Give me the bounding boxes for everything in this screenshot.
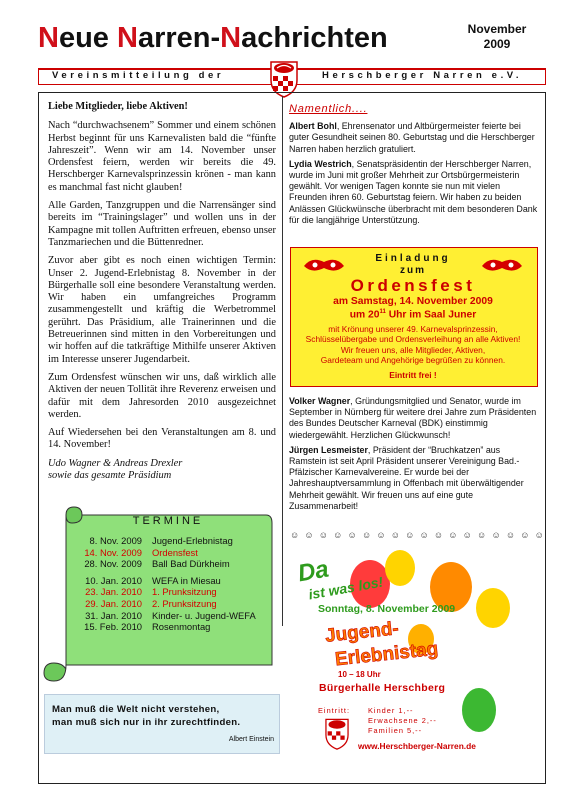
poster-time: 10 – 18 Uhr: [338, 670, 381, 679]
letter-paragraph: Nach “durchwachsenem” Sommer und einem schönen Herbst beginnt für uns Karnevalisten bald die “fünfte Jahreszeit”. Wenn wir am 14. November unser Ordensfest feiern, werden wir bereits die 49. Herschberger Karnevalsprinzessin krönen - man kann es manchmal fast nicht glauben!: [48, 120, 276, 193]
person-name: Jürgen Lesmeister: [289, 444, 368, 455]
termin-row: [78, 558, 258, 570]
club-crest-icon: [323, 716, 351, 750]
invitation-zum: zum: [400, 265, 426, 276]
person-name: Albert Bohl: [289, 121, 337, 132]
website-link[interactable]: www.Herschberger-Narren.de: [358, 741, 476, 751]
title-initial: N: [220, 22, 242, 54]
title-text: achrichten: [241, 22, 388, 54]
termin-event: Kinder- u. Jugend-WEFA: [152, 609, 256, 621]
balloon-icon: [476, 588, 510, 628]
poster-date: Sonntag, 8. November 2009: [318, 603, 456, 615]
termin-date: 10. Jan. 2010: [85, 574, 142, 586]
news-item: Lydia Westrich, Senatspräsidentin der Herschberger Narren, wurde im Juni mit großer Mehrheit zur Ortsbürgermeisterin gewählt. Vor wenigen Tagen konnte sie nun mit vielen Freunden ihren 60. Geburtstag feiern. Wir haben zu beiden Anlässen Glückwünsche überbracht mit dem besonderen Dank für die langjährige Unterstützung.: [289, 158, 538, 225]
balloon-icon: [385, 550, 415, 586]
signature: Udo Wagner & Andreas Drexler: [48, 457, 183, 469]
poster-da: Da: [295, 555, 331, 588]
band-right-text: Herschberger Narren e.V.: [322, 70, 523, 81]
termin-row: [78, 610, 258, 622]
termin-event: Ball Bad Dürkheim: [152, 558, 230, 570]
poster-price: Kinder 1,--: [368, 706, 414, 715]
termin-date: 15. Feb. 2010: [84, 621, 142, 633]
invitation-event: Ordensfest: [350, 276, 476, 295]
title-text: arren-: [137, 22, 221, 54]
termin-date: 29. Jan. 2010: [85, 597, 142, 609]
letter-paragraph: Zuvor aber gibt es noch einen wichtigen Termin: Unser 2. Jugend-Erlebnistag 8. November in der Bürgerhalle soll eine besondere Veranstaltung werden. Wir haben ein umfangreiches Programm zusammengestellt und kräftig die Werbetrommel gerührt. Das Präsidium, alle Trainerinnen und die Betreuerinnen sind mitten in den Vorbereitungen und wir hoffen auf die tatkräftige Mithilfe unserer Aktiven im Interesse unserer Jugendarbeit.: [48, 255, 276, 365]
news-item: Albert Bohl, Ehrensenator und Altbürgermeister feierte bei guter Gesundheit seinen 80. Geburtstag und die Herschberger Narren haben herzlich gratuliert.: [289, 121, 535, 154]
termin-date: 8. Nov. 2009: [89, 535, 142, 546]
invitation-program: mit Krönung unserer 49. Karnevalsprinzessin, Schlüsselübergabe und Ordensverleihung an alle Aktiven!: [305, 324, 521, 344]
termin-event: Rosenmontag: [152, 621, 211, 633]
poster-tagline: ist was los!: [307, 573, 385, 603]
termin-row: [78, 547, 258, 559]
termin-row: [78, 598, 258, 610]
band-left-text: Vereinsmitteilung der: [52, 70, 225, 81]
termin-event: 1. Prunksitzung: [152, 586, 217, 598]
termine-group: [78, 535, 258, 570]
quote-author: Albert Einstein: [228, 736, 274, 743]
letter-paragraph: Zum Ordensfest wünschen wir uns, daß wirklich alle Aktiven der neuen Tollität ihre Reverenz erweisen und dafür mit dem Jahresorden 2010 ausgezeichnet werden.: [48, 371, 276, 420]
greeting: Liebe Mitglieder, liebe Aktiven!: [48, 101, 188, 112]
smiley-row: ☺☺☺☺☺☺☺☺☺☺☺☺☺☺☺☺☺☺: [290, 530, 550, 540]
termine-list: [78, 515, 258, 633]
termin-event: Ordensfest: [152, 546, 198, 558]
poster-title-2: Erlebnistag: [334, 638, 440, 671]
poster-title-1: Jugend-: [324, 618, 400, 647]
poster-entry-label: Eintritt:: [318, 706, 350, 715]
termin-row: [78, 575, 258, 587]
poster-venue: Bürgerhalle Herschberg: [319, 682, 446, 694]
termine-heading: TERMINE: [132, 515, 204, 527]
newsletter-title: [38, 22, 388, 55]
termin-date: 31. Jan. 2010: [85, 609, 142, 621]
news-item: Volker Wagner, Gründungsmitglied und Senator, wurde im September in Nürnberg für weitere drei Jahre zum Präsidenten des Bundes Deutscher Karneval (BDK) einstimmig wiedergewählt. Herzlichen Glückwunsch!: [289, 396, 537, 440]
section-heading: Namentlich....: [289, 103, 368, 115]
person-name: Volker Wagner: [289, 396, 351, 406]
title-initial: N: [38, 22, 59, 54]
quote-line: man muß sich nur in ihr zurechtfinden.: [52, 717, 241, 728]
person-name: Lydia Westrich: [289, 158, 352, 169]
left-column-letter: [48, 101, 276, 482]
termin-event: 2. Prunksitzung: [152, 597, 217, 609]
invitation-date: am Samstag, 14. November 2009: [333, 296, 493, 307]
right-column-news: [289, 104, 538, 230]
poster-price: Erwachsene 2,--: [368, 716, 437, 725]
balloon-icon: [462, 688, 496, 732]
column-divider: [282, 96, 283, 626]
invitation-title: Einladung: [375, 253, 451, 264]
invitation-time: um $20^{11}$ Uhr im Saal Juner: [349, 309, 477, 321]
termin-date: 23. Jan. 2010: [85, 586, 142, 598]
termin-event: Jugend-Erlebnistag: [152, 535, 233, 546]
issue-month: November: [467, 22, 527, 36]
termin-row: [78, 621, 258, 633]
termin-date: 28. Nov. 2009: [84, 558, 142, 570]
invitation-welcome: Wir freuen uns, alle Mitglieder, Aktiven, Gardeteam und Angehörige begrüßen zu können.: [320, 345, 506, 365]
issue-date: [452, 22, 542, 52]
right-column-news-2: [289, 396, 538, 516]
termin-event: WEFA in Miesau: [152, 574, 221, 586]
title-initial: N: [116, 22, 138, 54]
letter-paragraph: Auf Wiedersehen bei den Veranstaltungen am 8. und 14. November!: [48, 427, 276, 451]
termin-date: 14. Nov. 2009: [84, 546, 142, 558]
termine-group: [78, 575, 258, 633]
termin-row: [78, 535, 258, 547]
signature-sub: sowie das gesamte Präsidium: [48, 470, 172, 482]
termin-row: [78, 586, 258, 598]
letter-paragraph: Alle Garden, Tanzgruppen und die Narrensänger sind bereits im “Trainingslager” und wollen uns in der Kampagne mit tollen Auftritten erfreuen, ebenso unser Tanzmariechen und die Büttenredner.: [48, 200, 276, 248]
quote-line: Man muß die Welt nicht verstehen,: [52, 704, 220, 715]
title-text: eue: [58, 22, 117, 54]
invitation-entry: Eintritt frei !: [389, 370, 437, 380]
news-item: Jürgen Lesmeister, Präsident der “Bruchkatzen” aus Ramstein ist seit April Präsident unserer Vereinigung Bad.-Pfälzischer Karnevalvereine. Er wurde bei der Jahreshauptversammlung in Offenbach mit überwältigender Mehrheit gewählt. Wir freuen uns auf eine gute Zusammenarbeit!: [289, 444, 524, 511]
poster-price: Familien 5,--: [368, 726, 423, 735]
issue-year: 2009: [483, 37, 511, 51]
